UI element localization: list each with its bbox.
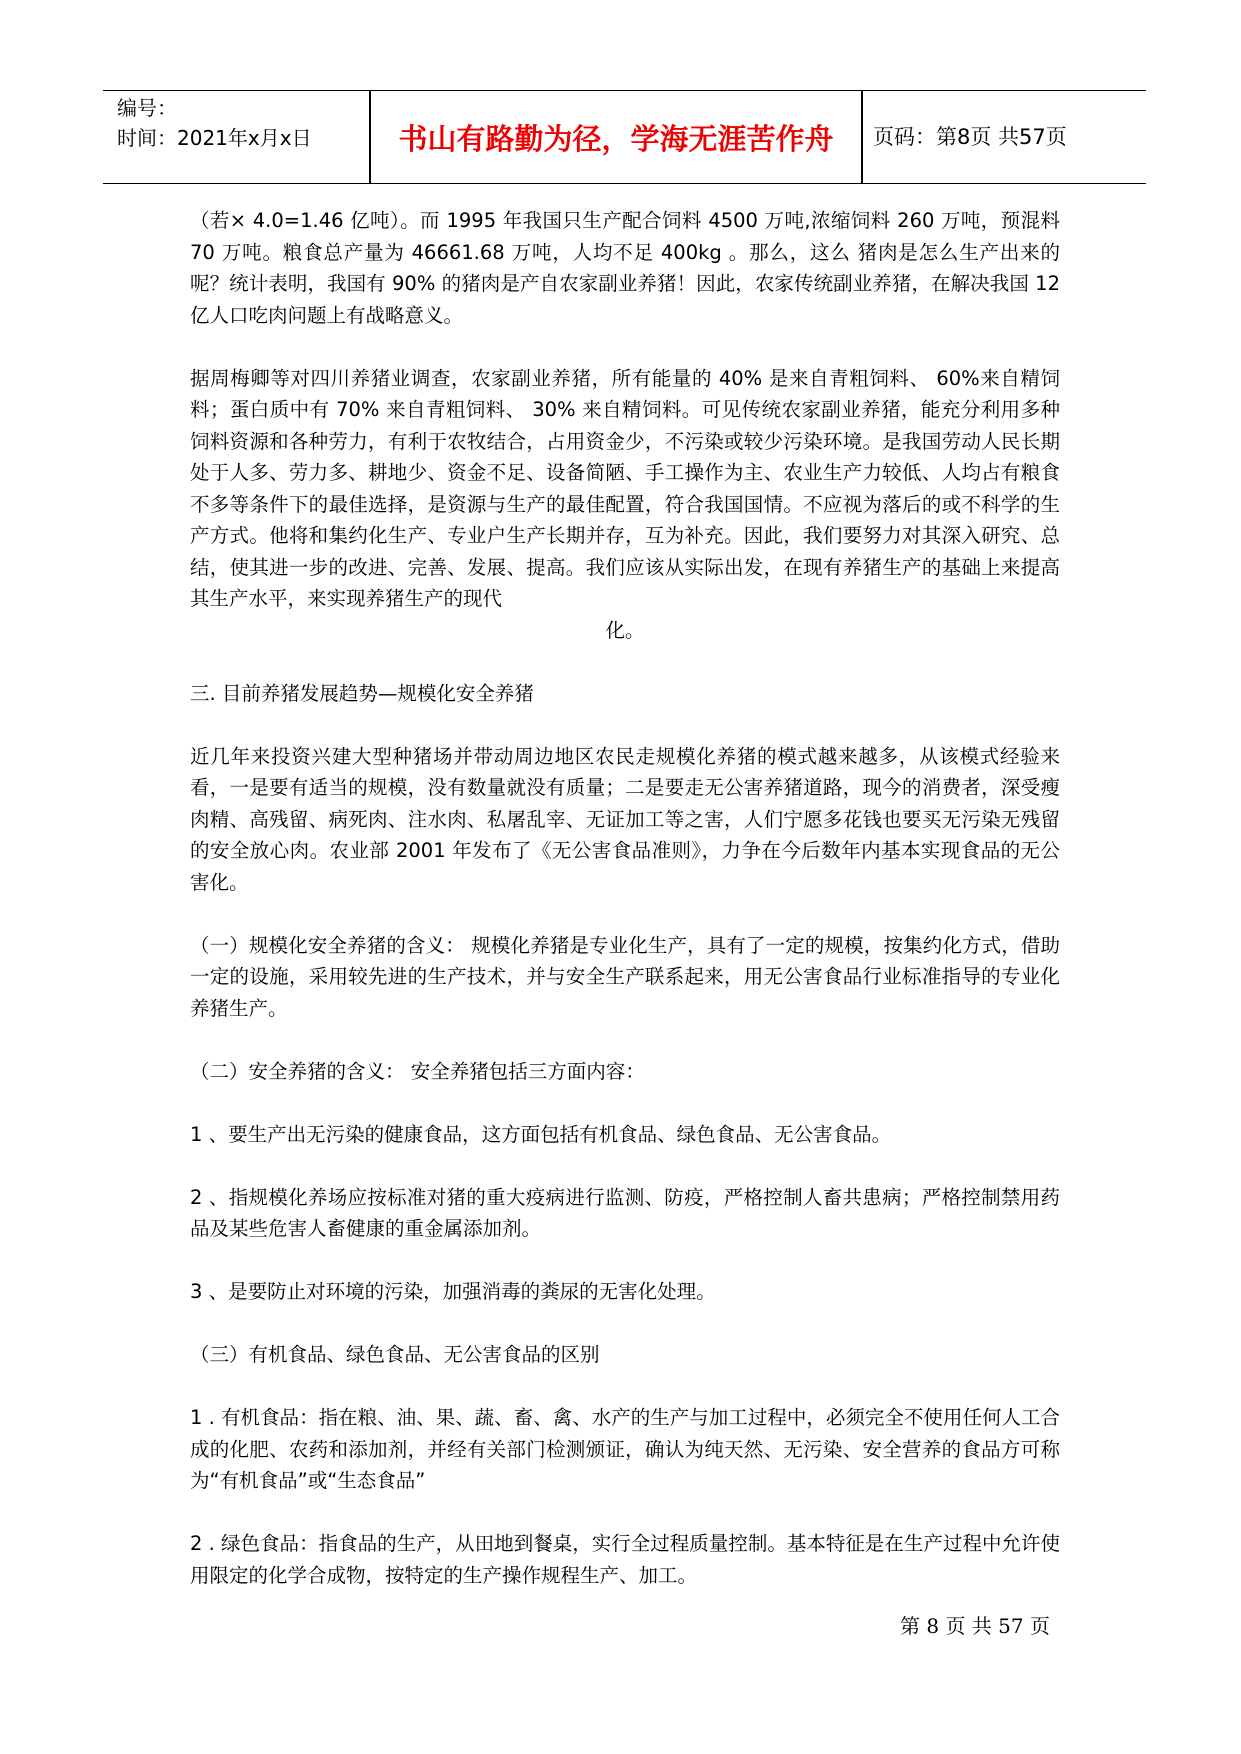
time-label: 时间：2021年x月x日	[117, 126, 312, 150]
section-heading: 三. 目前养猪发展趋势—规模化安全养猪	[190, 681, 534, 705]
paragraph: （若× 4.0=1.46 亿吨）。而 1995 年我国只生产配合饲料 4500 万吨,浓缩饲料 260 万吨，预混料 70 万吨。粮食总产量为 46661.68 万吨，人均不足 400kg 。那么，这么 猪肉是怎么生产出来的呢？统计表明，我国有 90% 的猪肉是产自农家副业养猪！因此，农家传统副业养猪，在解决我国 12 亿人口吃肉问题上有战略意义。	[190, 209, 1060, 327]
paragraph: 近几年来投资兴建大型种猪场并带动周边地区农民走规模化养猪的模式越来越多，从该模式经验来看，一是要有适当的规模，没有数量就没有质量；二是要走无公害养猪道路，现今的消费者，深受瘦肉精、高残留、病死肉、注水肉、私屠乱宰、无证加工等之害，人们宁愿多花钱也要买无污染无残留的安全放心肉。农业部 2001 年发布了《无公害食品准则》，力争在今后数年内基本实现食品的无公害化。	[190, 744, 1060, 894]
header-meta	[117, 93, 357, 153]
page-footer: 第 8 页 共 57 页	[900, 1614, 1050, 1638]
list-item: 1 、要生产出无污染的健康食品，这方面包括有机食品、绿色食品、无公害食品。	[190, 1122, 892, 1146]
list-item: 2 . 绿色食品：指食品的生产，从田地到餐桌，实行全过程质量控制。基本特征是在生产过程中允许使用限定的化学合成物，按特定的生产操作规程生产、加工。	[190, 1532, 1060, 1587]
number-label: 编号：	[117, 96, 177, 120]
paragraph: （三）有机食品、绿色食品、无公害食品的区别	[190, 1343, 600, 1366]
list-item: 2 、指规模化养场应按标准对猪的重大疫病进行监测、防疫，严格控制人畜共患病；严格控制禁用药品及某些危害人畜健康的重金属添加剂。	[190, 1185, 1060, 1240]
header-page-info: 页码：第8页 共57页	[873, 125, 1067, 149]
paragraph: （二）安全养猪的含义： 安全养猪包括三方面内容：	[190, 1059, 645, 1083]
document-body	[190, 205, 1060, 1623]
list-item: 1 . 有机食品：指在粮、油、果、蔬、畜、禽、水产的生产与加工过程中，必须完全不使用任何人工合成的化肥、农药和添加剂，并经有关部门检测颁证，确认为纯天然、无污染、安全营养的食品方可称为“有机食品”或“生态食品”	[190, 1406, 1060, 1492]
page-header	[103, 90, 1146, 184]
header-divider	[861, 91, 863, 183]
paragraph: （一）规模化安全养猪的含义： 规模化养猪是专业化生产，具有了一定的规模，按集约化方式，借助一定的设施，采用较先进的生产技术，并与安全生产联系起来，用无公害食品行业标准指导的专业化养猪生产。	[190, 933, 1060, 1020]
list-item: 3 、是要防止对环境的污染，加强消毒的粪尿的无害化处理。	[190, 1280, 716, 1303]
header-motto: 书山有路勤为径，学海无涯苦作舟	[398, 122, 834, 156]
paragraph: 据周梅卿等对四川养猪业调查，农家副业养猪，所有能量的 40% 是来自青粗饲料、 60%来自精饲料；蛋白质中有 70% 来自青粗饲料、 30% 来自精饲料。可见传统农家副业养猪，能充分利用多种饲料资源和各种劳力，有利于农牧结合，占用资金少，不污染或较少污染环境。是我国劳动人民长期处于人多、劳力多、耕地少、资金不足、设备简陋、手工操作为主、农业生产力较低、人均占有粮食不多等条件下的最佳选择，是资源与生产的最佳配置，符合我国国情。不应视为落后的或不科学的生产方式。他将和集约化生产、专业户生产长期并存，互为补充。因此，我们要努力对其深入研究、总结，使其进一步的改进、完善、发展、提高。我们应该从实际出发，在现有养猪生产的基础上来提高其生产水平，来实现养猪生产的现代	[190, 366, 1060, 610]
paragraph-continuation: 化。	[605, 618, 645, 642]
